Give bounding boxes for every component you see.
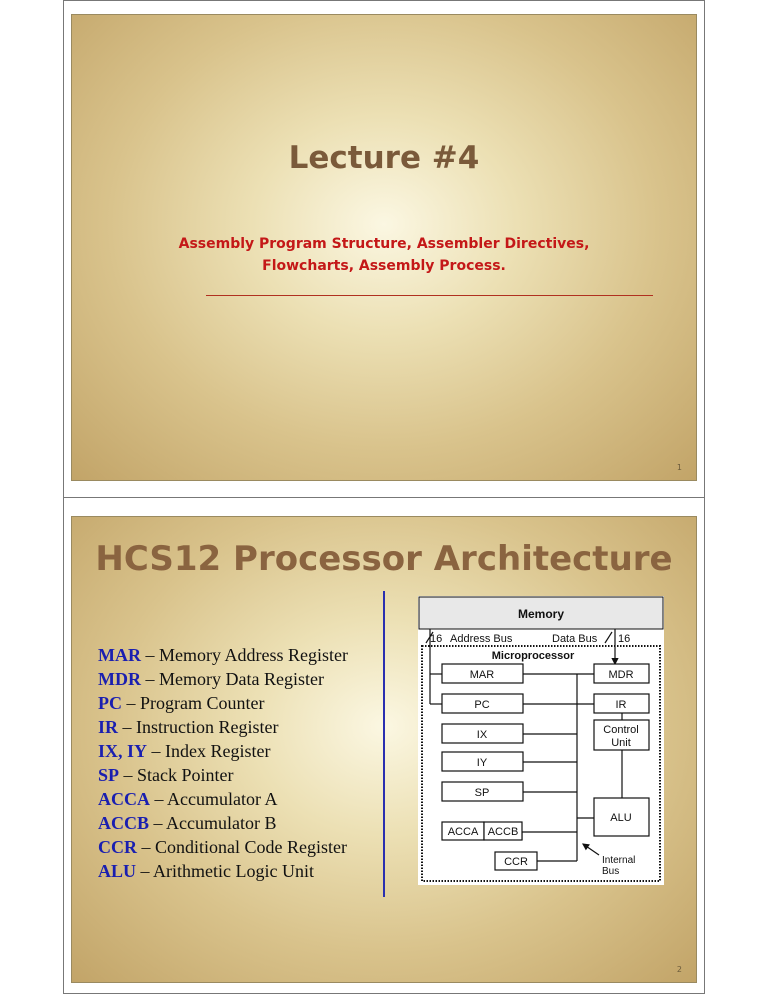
pc-label: PC xyxy=(474,699,490,711)
register-abbr: ALU xyxy=(98,861,137,881)
slide-divider xyxy=(63,497,705,498)
register-abbr: SP xyxy=(98,765,120,785)
address-bus-label: Address Bus xyxy=(450,633,513,645)
register-desc: – Memory Data Register xyxy=(141,669,324,689)
control-unit-label-2: Unit xyxy=(611,737,631,749)
architecture-diagram xyxy=(418,596,664,885)
register-desc: – Accumulator A xyxy=(150,789,278,809)
register-desc: – Conditional Code Register xyxy=(137,837,347,857)
mdr-label: MDR xyxy=(608,669,634,681)
register-abbr: PC xyxy=(98,693,122,713)
slide-number: 2 xyxy=(676,965,682,974)
register-item xyxy=(98,859,348,883)
register-desc: – Arithmetic Logic Unit xyxy=(136,861,314,881)
slide-1-subtitle xyxy=(72,233,696,277)
alu-label: ALU xyxy=(610,812,632,824)
register-item xyxy=(98,787,348,811)
register-item xyxy=(98,643,348,667)
register-list xyxy=(98,643,348,883)
register-desc: – Stack Pointer xyxy=(119,765,234,785)
data-bus-label: Data Bus xyxy=(552,633,598,645)
ix-label: IX xyxy=(476,729,488,741)
iy-label: IY xyxy=(476,757,488,769)
title-underline xyxy=(206,295,653,296)
accb-label: ACCB xyxy=(487,826,519,838)
register-item xyxy=(98,715,348,739)
slide-number: 1 xyxy=(676,463,682,472)
register-item xyxy=(98,667,348,691)
subtitle-line-1: Assembly Program Structure, Assembler Directives, xyxy=(178,236,590,252)
slide-2-title: HCS12 Processor Architecture xyxy=(95,539,673,579)
internal-bus-label-2: Bus xyxy=(602,866,620,877)
register-abbr: IR xyxy=(98,717,119,737)
register-item xyxy=(98,739,348,763)
data-bus-width: 16 xyxy=(618,633,631,645)
register-abbr: MDR xyxy=(98,669,141,689)
mar-label: MAR xyxy=(469,669,495,681)
acca-label: ACCA xyxy=(447,826,479,838)
register-desc: – Index Register xyxy=(147,741,271,761)
ir-label: IR xyxy=(615,699,627,711)
data-bus-slash xyxy=(605,632,612,643)
slide-1-title: Lecture #4 xyxy=(288,140,480,176)
register-abbr: MAR xyxy=(98,645,141,665)
sp-label: SP xyxy=(474,787,490,799)
address-bus-width: 16 xyxy=(430,633,443,645)
register-abbr: CCR xyxy=(98,837,137,857)
register-item xyxy=(98,691,348,715)
ccr-label: CCR xyxy=(504,856,528,868)
memory-label: Memory xyxy=(517,607,565,621)
slide-1 xyxy=(71,14,697,481)
internal-bus-arrow xyxy=(583,844,599,855)
register-abbr: IX, IY xyxy=(98,741,148,761)
register-abbr: ACCA xyxy=(98,789,150,809)
register-desc: – Program Counter xyxy=(122,693,265,713)
register-desc: – Instruction Register xyxy=(118,717,279,737)
register-item xyxy=(98,835,348,859)
register-item xyxy=(98,811,348,835)
internal-bus-label-1: Internal xyxy=(602,855,636,866)
register-item xyxy=(98,763,348,787)
subtitle-line-2: Flowcharts, Assembly Process. xyxy=(262,258,506,274)
control-unit-label-1: Control xyxy=(603,724,639,736)
slide-2 xyxy=(71,516,697,983)
register-desc: – Accumulator B xyxy=(149,813,277,833)
microprocessor-label: Microprocessor xyxy=(491,650,575,662)
vertical-separator xyxy=(383,591,385,897)
register-desc: – Memory Address Register xyxy=(141,645,348,665)
register-abbr: ACCB xyxy=(98,813,150,833)
architecture-svg xyxy=(418,596,664,885)
